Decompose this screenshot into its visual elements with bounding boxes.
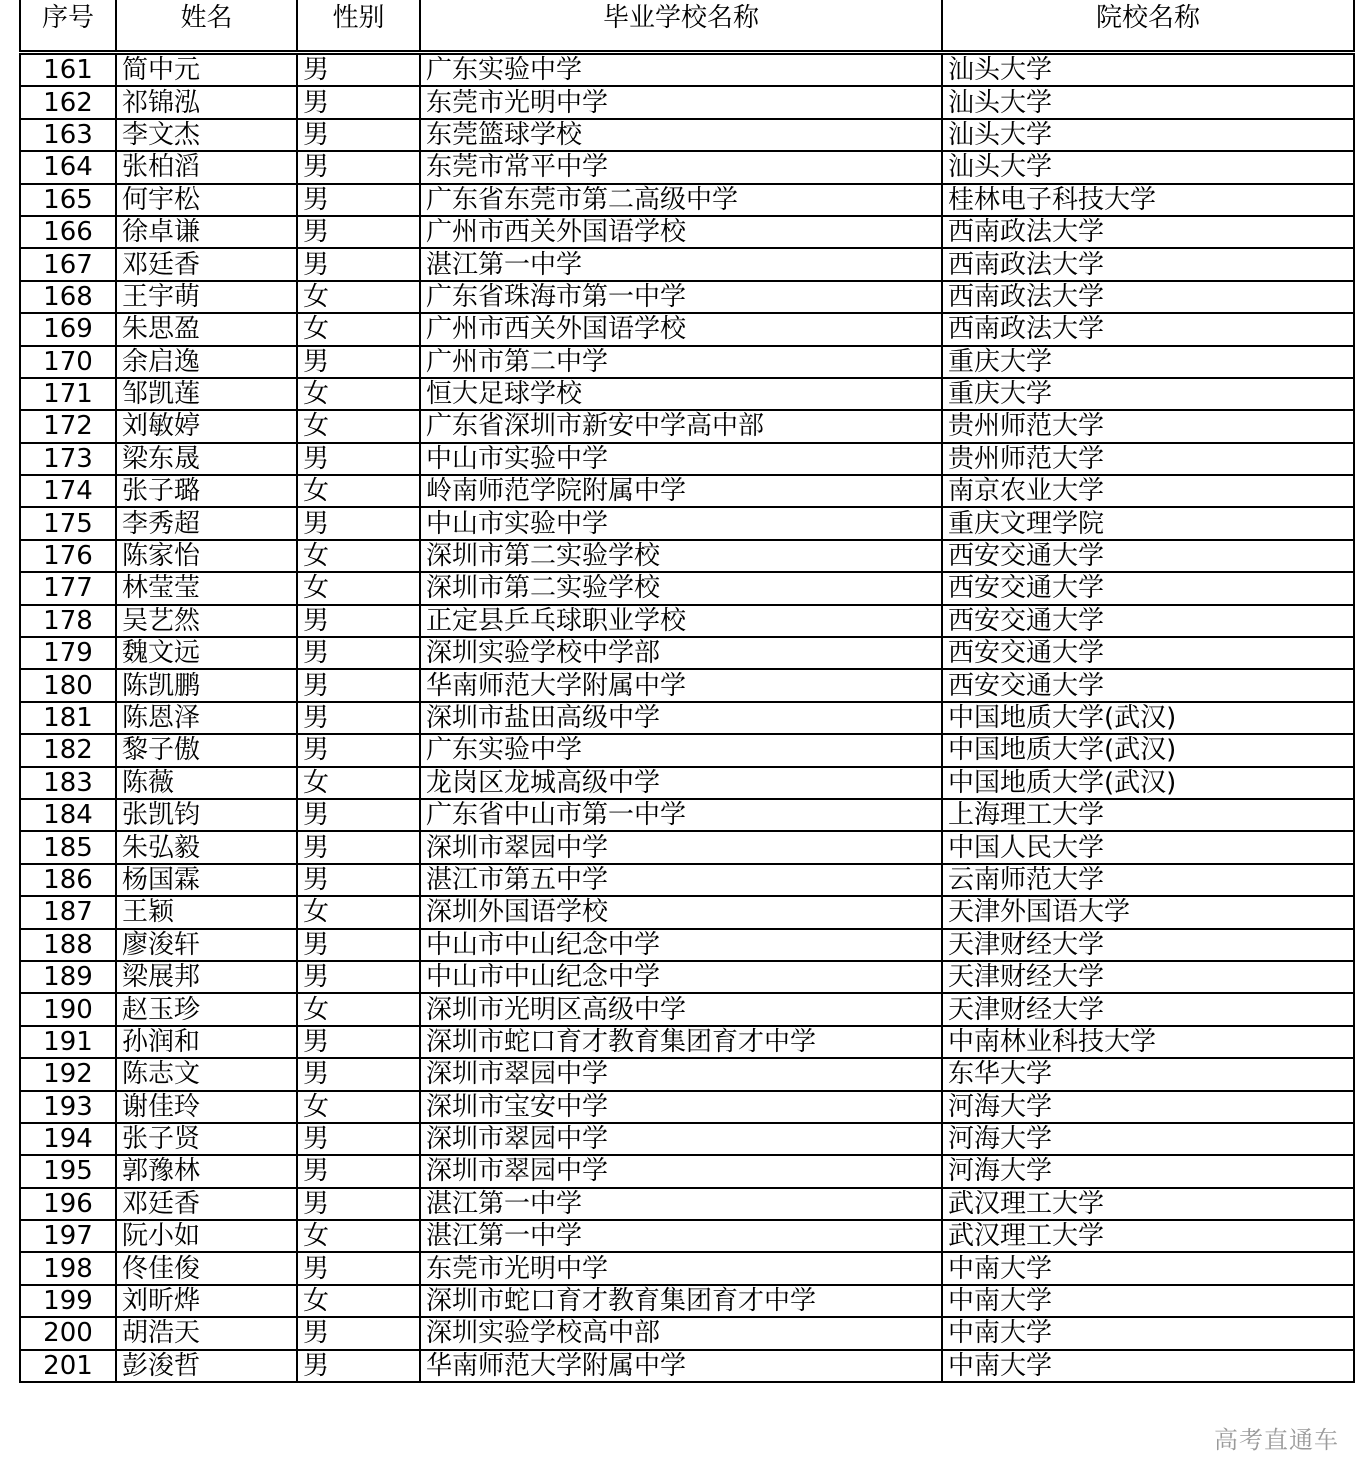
- cell-name: 黎子傲: [116, 734, 297, 766]
- cell-university: 上海理工大学: [942, 799, 1354, 831]
- table-row: [20, 1058, 1354, 1090]
- cell-university: 重庆大学: [942, 346, 1354, 378]
- cell-university: 中国人民大学: [942, 831, 1354, 863]
- cell-graduation-school: 东莞市光明中学: [420, 1252, 942, 1284]
- cell-gender: 男: [297, 799, 420, 831]
- table-row: [20, 1155, 1354, 1187]
- cell-graduation-school: 中山市实验中学: [420, 507, 942, 539]
- cell-index: 177: [20, 572, 116, 604]
- table-row: [20, 734, 1354, 766]
- cell-name: 徐卓谦: [116, 216, 297, 248]
- cell-gender: 男: [297, 605, 420, 637]
- cell-gender: 男: [297, 1123, 420, 1155]
- cell-university: 中南大学: [942, 1317, 1354, 1349]
- cell-gender: 男: [297, 119, 420, 151]
- header-graduation-school: 毕业学校名称: [420, 0, 942, 53]
- cell-graduation-school: 深圳市光明区高级中学: [420, 993, 942, 1025]
- header-university: 院校名称: [942, 0, 1354, 53]
- cell-name: 张柏滔: [116, 151, 297, 183]
- cell-index: 195: [20, 1155, 116, 1187]
- cell-gender: 男: [297, 151, 420, 183]
- cell-index: 173: [20, 443, 116, 475]
- cell-gender: 男: [297, 864, 420, 896]
- cell-name: 佟佳俊: [116, 1252, 297, 1284]
- table-row: [20, 831, 1354, 863]
- header-row: [20, 0, 1354, 53]
- cell-index: 168: [20, 281, 116, 313]
- cell-index: 193: [20, 1091, 116, 1123]
- cell-university: 桂林电子科技大学: [942, 184, 1354, 216]
- table-row: [20, 702, 1354, 734]
- table-row: [20, 1252, 1354, 1284]
- cell-graduation-school: 龙岗区龙城高级中学: [420, 767, 942, 799]
- cell-graduation-school: 广东实验中学: [420, 734, 942, 766]
- table-row: [20, 637, 1354, 669]
- cell-gender: 女: [297, 1091, 420, 1123]
- cell-university: 贵州师范大学: [942, 443, 1354, 475]
- cell-graduation-school: 湛江第一中学: [420, 1220, 942, 1252]
- cell-index: 196: [20, 1188, 116, 1220]
- cell-university: 西南政法大学: [942, 313, 1354, 345]
- cell-graduation-school: 广东实验中学: [420, 53, 942, 87]
- cell-graduation-school: 华南师范大学附属中学: [420, 669, 942, 701]
- cell-university: 天津外国语大学: [942, 896, 1354, 928]
- cell-name: 朱思盈: [116, 313, 297, 345]
- cell-university: 河海大学: [942, 1155, 1354, 1187]
- cell-gender: 女: [297, 1220, 420, 1252]
- table-row: [20, 248, 1354, 280]
- table-row: [20, 864, 1354, 896]
- table-row: [20, 86, 1354, 118]
- cell-university: 河海大学: [942, 1123, 1354, 1155]
- cell-index: 184: [20, 799, 116, 831]
- cell-university: 中南大学: [942, 1350, 1354, 1382]
- table-row: [20, 1350, 1354, 1382]
- cell-graduation-school: 深圳市第二实验学校: [420, 540, 942, 572]
- cell-name: 邹凯莲: [116, 378, 297, 410]
- cell-index: 191: [20, 1026, 116, 1058]
- cell-name: 梁展邦: [116, 961, 297, 993]
- table-row: [20, 410, 1354, 442]
- cell-gender: 男: [297, 1058, 420, 1090]
- cell-index: 167: [20, 248, 116, 280]
- cell-graduation-school: 广东省东莞市第二高级中学: [420, 184, 942, 216]
- cell-graduation-school: 岭南师范学院附属中学: [420, 475, 942, 507]
- cell-index: 171: [20, 378, 116, 410]
- cell-university: 西安交通大学: [942, 669, 1354, 701]
- cell-index: 162: [20, 86, 116, 118]
- cell-graduation-school: 广州市第二中学: [420, 346, 942, 378]
- header-gender: 性别: [297, 0, 420, 53]
- table-row: [20, 378, 1354, 410]
- cell-gender: 男: [297, 1026, 420, 1058]
- cell-name: 刘昕烨: [116, 1285, 297, 1317]
- cell-gender: 男: [297, 929, 420, 961]
- cell-gender: 男: [297, 346, 420, 378]
- cell-gender: 女: [297, 281, 420, 313]
- cell-gender: 男: [297, 216, 420, 248]
- cell-index: 175: [20, 507, 116, 539]
- cell-name: 彭浚哲: [116, 1350, 297, 1382]
- table-row: [20, 1317, 1354, 1349]
- table-row: [20, 540, 1354, 572]
- cell-name: 朱弘毅: [116, 831, 297, 863]
- cell-name: 赵玉珍: [116, 993, 297, 1025]
- cell-index: 185: [20, 831, 116, 863]
- cell-university: 汕头大学: [942, 151, 1354, 183]
- cell-graduation-school: 深圳市翠园中学: [420, 1123, 942, 1155]
- cell-university: 云南师范大学: [942, 864, 1354, 896]
- table-row: [20, 443, 1354, 475]
- table-row: [20, 53, 1354, 87]
- cell-gender: 男: [297, 248, 420, 280]
- cell-gender: 男: [297, 507, 420, 539]
- cell-gender: 男: [297, 443, 420, 475]
- cell-graduation-school: 东莞篮球学校: [420, 119, 942, 151]
- cell-gender: 女: [297, 572, 420, 604]
- cell-name: 邓廷香: [116, 248, 297, 280]
- cell-graduation-school: 正定县乒乓球职业学校: [420, 605, 942, 637]
- cell-index: 165: [20, 184, 116, 216]
- cell-index: 200: [20, 1317, 116, 1349]
- cell-university: 天津财经大学: [942, 961, 1354, 993]
- admission-table: [19, 0, 1355, 1383]
- cell-name: 林莹莹: [116, 572, 297, 604]
- cell-name: 陈志文: [116, 1058, 297, 1090]
- cell-index: 192: [20, 1058, 116, 1090]
- cell-university: 南京农业大学: [942, 475, 1354, 507]
- cell-university: 西安交通大学: [942, 605, 1354, 637]
- cell-index: 178: [20, 605, 116, 637]
- cell-name: 杨国霖: [116, 864, 297, 896]
- table-row: [20, 1091, 1354, 1123]
- table-row: [20, 216, 1354, 248]
- cell-university: 武汉理工大学: [942, 1188, 1354, 1220]
- cell-university: 重庆大学: [942, 378, 1354, 410]
- table-row: [20, 1123, 1354, 1155]
- cell-index: 201: [20, 1350, 116, 1382]
- table-row: [20, 1026, 1354, 1058]
- cell-graduation-school: 深圳市翠园中学: [420, 1058, 942, 1090]
- cell-gender: 男: [297, 637, 420, 669]
- cell-university: 中南大学: [942, 1285, 1354, 1317]
- cell-university: 汕头大学: [942, 86, 1354, 118]
- cell-university: 汕头大学: [942, 53, 1354, 87]
- cell-university: 西南政法大学: [942, 216, 1354, 248]
- cell-university: 中国地质大学(武汉): [942, 734, 1354, 766]
- cell-index: 199: [20, 1285, 116, 1317]
- cell-index: 189: [20, 961, 116, 993]
- cell-name: 王宇萌: [116, 281, 297, 313]
- cell-graduation-school: 广州市西关外国语学校: [420, 216, 942, 248]
- cell-name: 孙润和: [116, 1026, 297, 1058]
- cell-graduation-school: 深圳外国语学校: [420, 896, 942, 928]
- cell-gender: 女: [297, 896, 420, 928]
- cell-name: 李文杰: [116, 119, 297, 151]
- cell-name: 廖浚轩: [116, 929, 297, 961]
- cell-name: 祁锦泓: [116, 86, 297, 118]
- cell-index: 179: [20, 637, 116, 669]
- cell-gender: 男: [297, 1317, 420, 1349]
- cell-gender: 女: [297, 313, 420, 345]
- cell-gender: 男: [297, 1350, 420, 1382]
- header-name: 姓名: [116, 0, 297, 53]
- header-index: 序号: [20, 0, 116, 53]
- cell-name: 梁东晟: [116, 443, 297, 475]
- table-row: [20, 993, 1354, 1025]
- table-row: [20, 572, 1354, 604]
- cell-graduation-school: 东莞市光明中学: [420, 86, 942, 118]
- cell-index: 181: [20, 702, 116, 734]
- cell-index: 188: [20, 929, 116, 961]
- cell-gender: 男: [297, 1188, 420, 1220]
- cell-name: 张子璐: [116, 475, 297, 507]
- cell-graduation-school: 广东省深圳市新安中学高中部: [420, 410, 942, 442]
- cell-graduation-school: 深圳市宝安中学: [420, 1091, 942, 1123]
- cell-name: 阮小如: [116, 1220, 297, 1252]
- cell-graduation-school: 中山市中山纪念中学: [420, 929, 942, 961]
- cell-graduation-school: 广东省中山市第一中学: [420, 799, 942, 831]
- cell-name: 张凯钧: [116, 799, 297, 831]
- cell-index: 164: [20, 151, 116, 183]
- cell-university: 西南政法大学: [942, 281, 1354, 313]
- cell-name: 陈恩泽: [116, 702, 297, 734]
- table-row: [20, 313, 1354, 345]
- cell-gender: 男: [297, 734, 420, 766]
- table-row: [20, 1188, 1354, 1220]
- watermark-text: 高考直通车: [1214, 1426, 1339, 1454]
- cell-graduation-school: 深圳市盐田高级中学: [420, 702, 942, 734]
- cell-graduation-school: 深圳实验学校高中部: [420, 1317, 942, 1349]
- cell-university: 西安交通大学: [942, 540, 1354, 572]
- cell-graduation-school: 深圳市蛇口育才教育集团育才中学: [420, 1285, 942, 1317]
- cell-name: 简中元: [116, 53, 297, 87]
- cell-gender: 女: [297, 475, 420, 507]
- table-row: [20, 346, 1354, 378]
- cell-gender: 男: [297, 86, 420, 118]
- cell-university: 东华大学: [942, 1058, 1354, 1090]
- cell-graduation-school: 华南师范大学附属中学: [420, 1350, 942, 1382]
- cell-university: 中国地质大学(武汉): [942, 702, 1354, 734]
- cell-gender: 女: [297, 993, 420, 1025]
- table-row: [20, 475, 1354, 507]
- cell-graduation-school: 广东省珠海市第一中学: [420, 281, 942, 313]
- cell-index: 194: [20, 1123, 116, 1155]
- cell-name: 郭豫林: [116, 1155, 297, 1187]
- cell-graduation-school: 湛江第一中学: [420, 248, 942, 280]
- cell-university: 汕头大学: [942, 119, 1354, 151]
- cell-graduation-school: 中山市实验中学: [420, 443, 942, 475]
- cell-graduation-school: 广州市西关外国语学校: [420, 313, 942, 345]
- cell-university: 西安交通大学: [942, 637, 1354, 669]
- cell-index: 182: [20, 734, 116, 766]
- table-row: [20, 184, 1354, 216]
- cell-gender: 女: [297, 767, 420, 799]
- cell-gender: 女: [297, 1285, 420, 1317]
- cell-gender: 男: [297, 1252, 420, 1284]
- cell-index: 170: [20, 346, 116, 378]
- cell-gender: 女: [297, 378, 420, 410]
- cell-graduation-school: 东莞市常平中学: [420, 151, 942, 183]
- cell-university: 西南政法大学: [942, 248, 1354, 280]
- cell-university: 中南大学: [942, 1252, 1354, 1284]
- table-row: [20, 669, 1354, 701]
- table-row: [20, 605, 1354, 637]
- table-row: [20, 281, 1354, 313]
- cell-university: 中国地质大学(武汉): [942, 767, 1354, 799]
- cell-index: 183: [20, 767, 116, 799]
- cell-graduation-school: 深圳市蛇口育才教育集团育才中学: [420, 1026, 942, 1058]
- cell-index: 180: [20, 669, 116, 701]
- cell-university: 天津财经大学: [942, 993, 1354, 1025]
- cell-university: 河海大学: [942, 1091, 1354, 1123]
- table-header: [20, 0, 1354, 53]
- cell-name: 陈凯鹏: [116, 669, 297, 701]
- table-row: [20, 799, 1354, 831]
- table-row: [20, 929, 1354, 961]
- cell-gender: 男: [297, 702, 420, 734]
- cell-name: 何宇松: [116, 184, 297, 216]
- table-row: [20, 1220, 1354, 1252]
- cell-name: 余启逸: [116, 346, 297, 378]
- cell-index: 197: [20, 1220, 116, 1252]
- cell-index: 186: [20, 864, 116, 896]
- cell-university: 贵州师范大学: [942, 410, 1354, 442]
- cell-index: 198: [20, 1252, 116, 1284]
- cell-gender: 女: [297, 540, 420, 572]
- cell-index: 163: [20, 119, 116, 151]
- cell-graduation-school: 深圳市翠园中学: [420, 831, 942, 863]
- cell-gender: 男: [297, 669, 420, 701]
- cell-gender: 女: [297, 410, 420, 442]
- cell-gender: 男: [297, 961, 420, 993]
- cell-name: 胡浩天: [116, 1317, 297, 1349]
- cell-university: 重庆文理学院: [942, 507, 1354, 539]
- cell-graduation-school: 深圳实验学校中学部: [420, 637, 942, 669]
- table-row: [20, 767, 1354, 799]
- cell-gender: 男: [297, 1155, 420, 1187]
- cell-graduation-school: 湛江市第五中学: [420, 864, 942, 896]
- cell-index: 166: [20, 216, 116, 248]
- cell-index: 174: [20, 475, 116, 507]
- table-row: [20, 1285, 1354, 1317]
- cell-university: 武汉理工大学: [942, 1220, 1354, 1252]
- cell-gender: 男: [297, 184, 420, 216]
- cell-university: 中南林业科技大学: [942, 1026, 1354, 1058]
- cell-name: 刘敏婷: [116, 410, 297, 442]
- table-body: [20, 53, 1354, 1383]
- cell-graduation-school: 深圳市翠园中学: [420, 1155, 942, 1187]
- table-row: [20, 507, 1354, 539]
- cell-index: 187: [20, 896, 116, 928]
- cell-name: 吴艺然: [116, 605, 297, 637]
- cell-graduation-school: 深圳市第二实验学校: [420, 572, 942, 604]
- cell-name: 李秀超: [116, 507, 297, 539]
- cell-name: 邓廷香: [116, 1188, 297, 1220]
- cell-name: 魏文远: [116, 637, 297, 669]
- cell-university: 西安交通大学: [942, 572, 1354, 604]
- table-row: [20, 896, 1354, 928]
- cell-graduation-school: 湛江第一中学: [420, 1188, 942, 1220]
- cell-name: 谢佳玲: [116, 1091, 297, 1123]
- table-row: [20, 119, 1354, 151]
- cell-name: 张子贤: [116, 1123, 297, 1155]
- cell-university: 天津财经大学: [942, 929, 1354, 961]
- cell-index: 172: [20, 410, 116, 442]
- cell-name: 陈薇: [116, 767, 297, 799]
- cell-name: 陈家怡: [116, 540, 297, 572]
- cell-gender: 男: [297, 831, 420, 863]
- cell-gender: 男: [297, 53, 420, 87]
- cell-graduation-school: 恒大足球学校: [420, 378, 942, 410]
- table-row: [20, 151, 1354, 183]
- cell-name: 王颖: [116, 896, 297, 928]
- cell-index: 190: [20, 993, 116, 1025]
- cell-index: 169: [20, 313, 116, 345]
- table-row: [20, 961, 1354, 993]
- cell-index: 176: [20, 540, 116, 572]
- cell-graduation-school: 中山市中山纪念中学: [420, 961, 942, 993]
- cell-index: 161: [20, 53, 116, 87]
